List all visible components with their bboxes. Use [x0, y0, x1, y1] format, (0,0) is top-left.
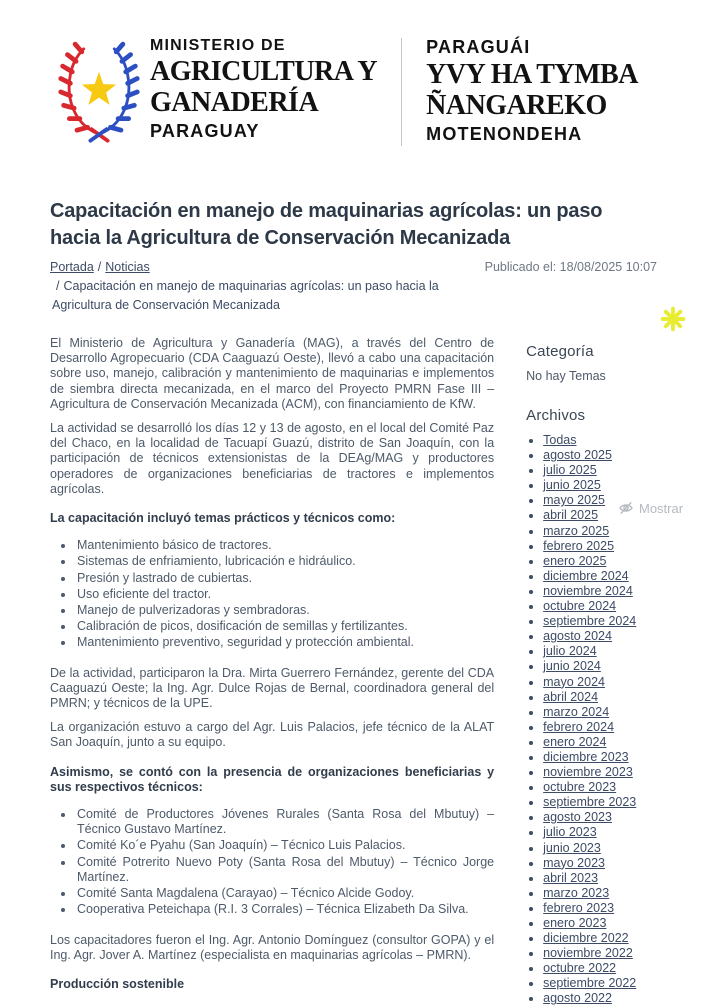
sidebar: [526, 336, 657, 1007]
archive-link[interactable]: • agosto 2023: [543, 810, 657, 825]
archive-link[interactable]: • junio 2023: [543, 841, 657, 856]
mostrar-label: Mostrar: [639, 500, 684, 516]
organizations-list: [50, 807, 494, 917]
archive-link[interactable]: • julio 2023: [543, 825, 657, 840]
archive-link[interactable]: • diciembre 2024: [543, 569, 657, 584]
archive-link[interactable]: • julio 2024: [543, 644, 657, 659]
published-date: Publicado el: 18/08/2025 10:07: [484, 260, 657, 274]
archive-link[interactable]: • octubre 2023: [543, 780, 657, 795]
archive-link[interactable]: • abril 2025: [543, 508, 657, 523]
star-icon: [82, 72, 116, 105]
organization-item: • Cooperativa Peteichapa (R.I. 3 Corrales) – Técnica Elizabeth Da Silva.: [75, 902, 494, 917]
topic-item: • Mantenimiento preventivo, seguridad y protección ambiental.: [75, 635, 494, 650]
archive-link[interactable]: • mayo 2024: [543, 675, 657, 690]
eye-off-icon: [618, 500, 634, 516]
article-body: [50, 336, 494, 1007]
ministry-line-4: PARAGUAY: [150, 121, 260, 141]
article-paragraph: El Ministerio de Agricultura y Ganadería (MAG), a través del Centro de Desarrollo Agropecuario (CDA Caaguazú Oeste), llevó a cabo una capacitación sobre uso, manejo, calibración y mantenimiento de maquinarias e implementos de siembra directa mecanizada, en el marco del Proyecto PMRN Fase III – Agricultura de Conservación Mecanizada (ACM), con financiamiento de KfW.: [50, 336, 495, 411]
topic-item: • Mantenimiento básico de tractores.: [75, 538, 494, 553]
archive-link[interactable]: • julio 2025: [543, 463, 657, 478]
topic-item: • Presión y lastrado de cubiertas.: [75, 571, 494, 586]
site-header: [0, 0, 707, 149]
article-paragraph: La actividad se desarrolló los días 12 y 13 de agosto, en el local del Comité Paz del Chaco, en la localidad de Tacuapí Guazú, distrito de San Joaquín, con la participación de técnicos extensionistas de la DEAg/MAG y productores operadores de organizaciones beneficiarias de tractores e implementos agrícolas.: [50, 421, 495, 496]
breadcrumb-current-label: Capacitación en manejo de maquinarias agrícolas: un paso hacia la Agricultura de Conservación Mecanizada: [52, 279, 439, 312]
archive-link[interactable]: • Todas: [543, 433, 657, 448]
article-paragraph: La organización estuvo a cargo del Agr. Luis Palacios, jefe técnico de la ALAT San Joaquín, junto a su equipo.: [50, 720, 495, 750]
archive-link[interactable]: • septiembre 2022: [543, 976, 657, 991]
organization-item: • Comité de Productores Jóvenes Rurales (Santa Rosa del Mbutuy) – Técnico Gustavo Martínez.: [75, 807, 494, 837]
archive-link[interactable]: • marzo 2024: [543, 705, 657, 720]
organization-item: • Comité Potrerito Nuevo Poty (Santa Rosa del Mbutuy) – Técnico Jorge Martínez.: [75, 855, 494, 885]
page-title: Capacitación en manejo de maquinarias agrícolas: un paso hacia la Agricultura de Conservación Mecanizada: [50, 200, 603, 249]
header-ministry-block: [150, 36, 377, 143]
archive-link[interactable]: • marzo 2025: [543, 524, 657, 539]
mag-logo: [56, 36, 142, 149]
guarani-line-1: PARAGUÁI: [426, 37, 531, 57]
footer-heading: Producción sostenible: [50, 976, 185, 991]
organizations-heading: Asimismo, se contó con la presencia de organizaciones beneficiarias y sus respectivos técnicos:: [50, 764, 495, 794]
topic-item: • Uso eficiente del tractor.: [75, 587, 494, 602]
archive-link[interactable]: • junio 2025: [543, 478, 657, 493]
guarani-line-3: ÑANGAREKO: [426, 90, 607, 121]
header-divider: [401, 38, 402, 146]
archive-link[interactable]: • febrero 2025: [543, 539, 657, 554]
header-guarani-block: [426, 36, 638, 146]
topics-list: [50, 538, 494, 650]
archive-link[interactable]: • abril 2024: [543, 690, 657, 705]
archive-link[interactable]: • abril 2023: [543, 871, 657, 886]
topics-heading: La capacitación incluyó temas prácticos y técnicos como:: [50, 511, 396, 526]
wreath-star-icon: [56, 36, 142, 144]
topic-item: • Calibración de picos, dosificación de semillas y fertilizantes.: [75, 619, 494, 634]
archive-link[interactable]: • mayo 2025: [543, 493, 657, 508]
organization-item: • Comité Ko´e Pyahu (San Joaquín) – Técnico Luis Palacios.: [75, 838, 494, 853]
sidebar-archives-title: Archivos: [526, 407, 586, 424]
archive-link[interactable]: • febrero 2023: [543, 901, 657, 916]
breadcrumb: [50, 260, 150, 274]
archive-link[interactable]: • febrero 2024: [543, 720, 657, 735]
ministry-line-1: MINISTERIO DE: [150, 37, 286, 54]
archive-link[interactable]: • septiembre 2023: [543, 795, 657, 810]
archive-link[interactable]: • noviembre 2022: [543, 946, 657, 961]
archive-link[interactable]: • mayo 2023: [543, 856, 657, 871]
article-paragraph: De la actividad, participaron la Dra. Mirta Guerrero Fernández, gerente del CDA Caaguazú Oeste; la Ing. Agr. Dulce Rojas de Bernal, coordinadora general del PMRN; y técnicos de la UPE.: [50, 665, 495, 711]
organization-item: • Comité Santa Magdalena (Carayao) – Técnico Alcide Godoy.: [75, 886, 494, 901]
ministry-line-2: AGRICULTURA Y: [150, 56, 378, 87]
archive-link[interactable]: • diciembre 2022: [543, 931, 657, 946]
archive-link[interactable]: • noviembre 2023: [543, 765, 657, 780]
archive-link[interactable]: • enero 2024: [543, 735, 657, 750]
archive-link[interactable]: • agosto 2024: [543, 629, 657, 644]
content-columns: [50, 336, 657, 1007]
topic-item: • Manejo de pulverizadoras y sembradoras.: [75, 603, 494, 618]
archive-link[interactable]: • enero 2023: [543, 916, 657, 931]
breadcrumb-current: [50, 277, 448, 315]
archives-list: [526, 433, 657, 1007]
archive-link[interactable]: • octubre 2024: [543, 599, 657, 614]
topic-item: • Sistemas de enfriamiento, lubricación e hidráulico.: [75, 554, 494, 569]
archive-link[interactable]: • diciembre 2023: [543, 750, 657, 765]
sidebar-category-title: Categoría: [526, 343, 594, 360]
guarani-line-4: MOTENONDEHA: [426, 124, 583, 144]
ministry-line-3: GANADERÍA: [150, 87, 319, 118]
archive-link[interactable]: • agosto 2025: [543, 448, 657, 463]
main-content: [0, 198, 707, 1007]
archive-link[interactable]: • marzo 2023: [543, 886, 657, 901]
article-paragraph: Los capacitadores fueron el Ing. Agr. Antonio Domínguez (consultor GOPA) y el Ing. Agr. Jover A. Martínez (especialista en maquinarias agrícolas – PMRN).: [50, 932, 495, 962]
archive-link[interactable]: • octubre 2022: [543, 961, 657, 976]
sidebar-category-empty: No hay Temas: [526, 369, 606, 383]
meta-row: [50, 260, 657, 274]
archive-link[interactable]: • septiembre 2024: [543, 614, 657, 629]
archive-link[interactable]: • enero 2025: [543, 554, 657, 569]
breadcrumb-separator: /: [56, 279, 60, 293]
accessibility-asterisk-icon[interactable]: [660, 306, 686, 332]
mostrar-button[interactable]: [615, 498, 689, 518]
archive-link[interactable]: • junio 2024: [543, 659, 657, 674]
breadcrumb-link-portada[interactable]: Portada: [50, 260, 94, 274]
breadcrumb-separator: /: [97, 260, 102, 274]
guarani-line-2: YVY HA TYMBA: [426, 59, 638, 90]
breadcrumb-link-noticias[interactable]: Noticias: [105, 260, 150, 274]
archive-link[interactable]: • agosto 2022: [543, 991, 657, 1006]
archive-link[interactable]: • noviembre 2024: [543, 584, 657, 599]
